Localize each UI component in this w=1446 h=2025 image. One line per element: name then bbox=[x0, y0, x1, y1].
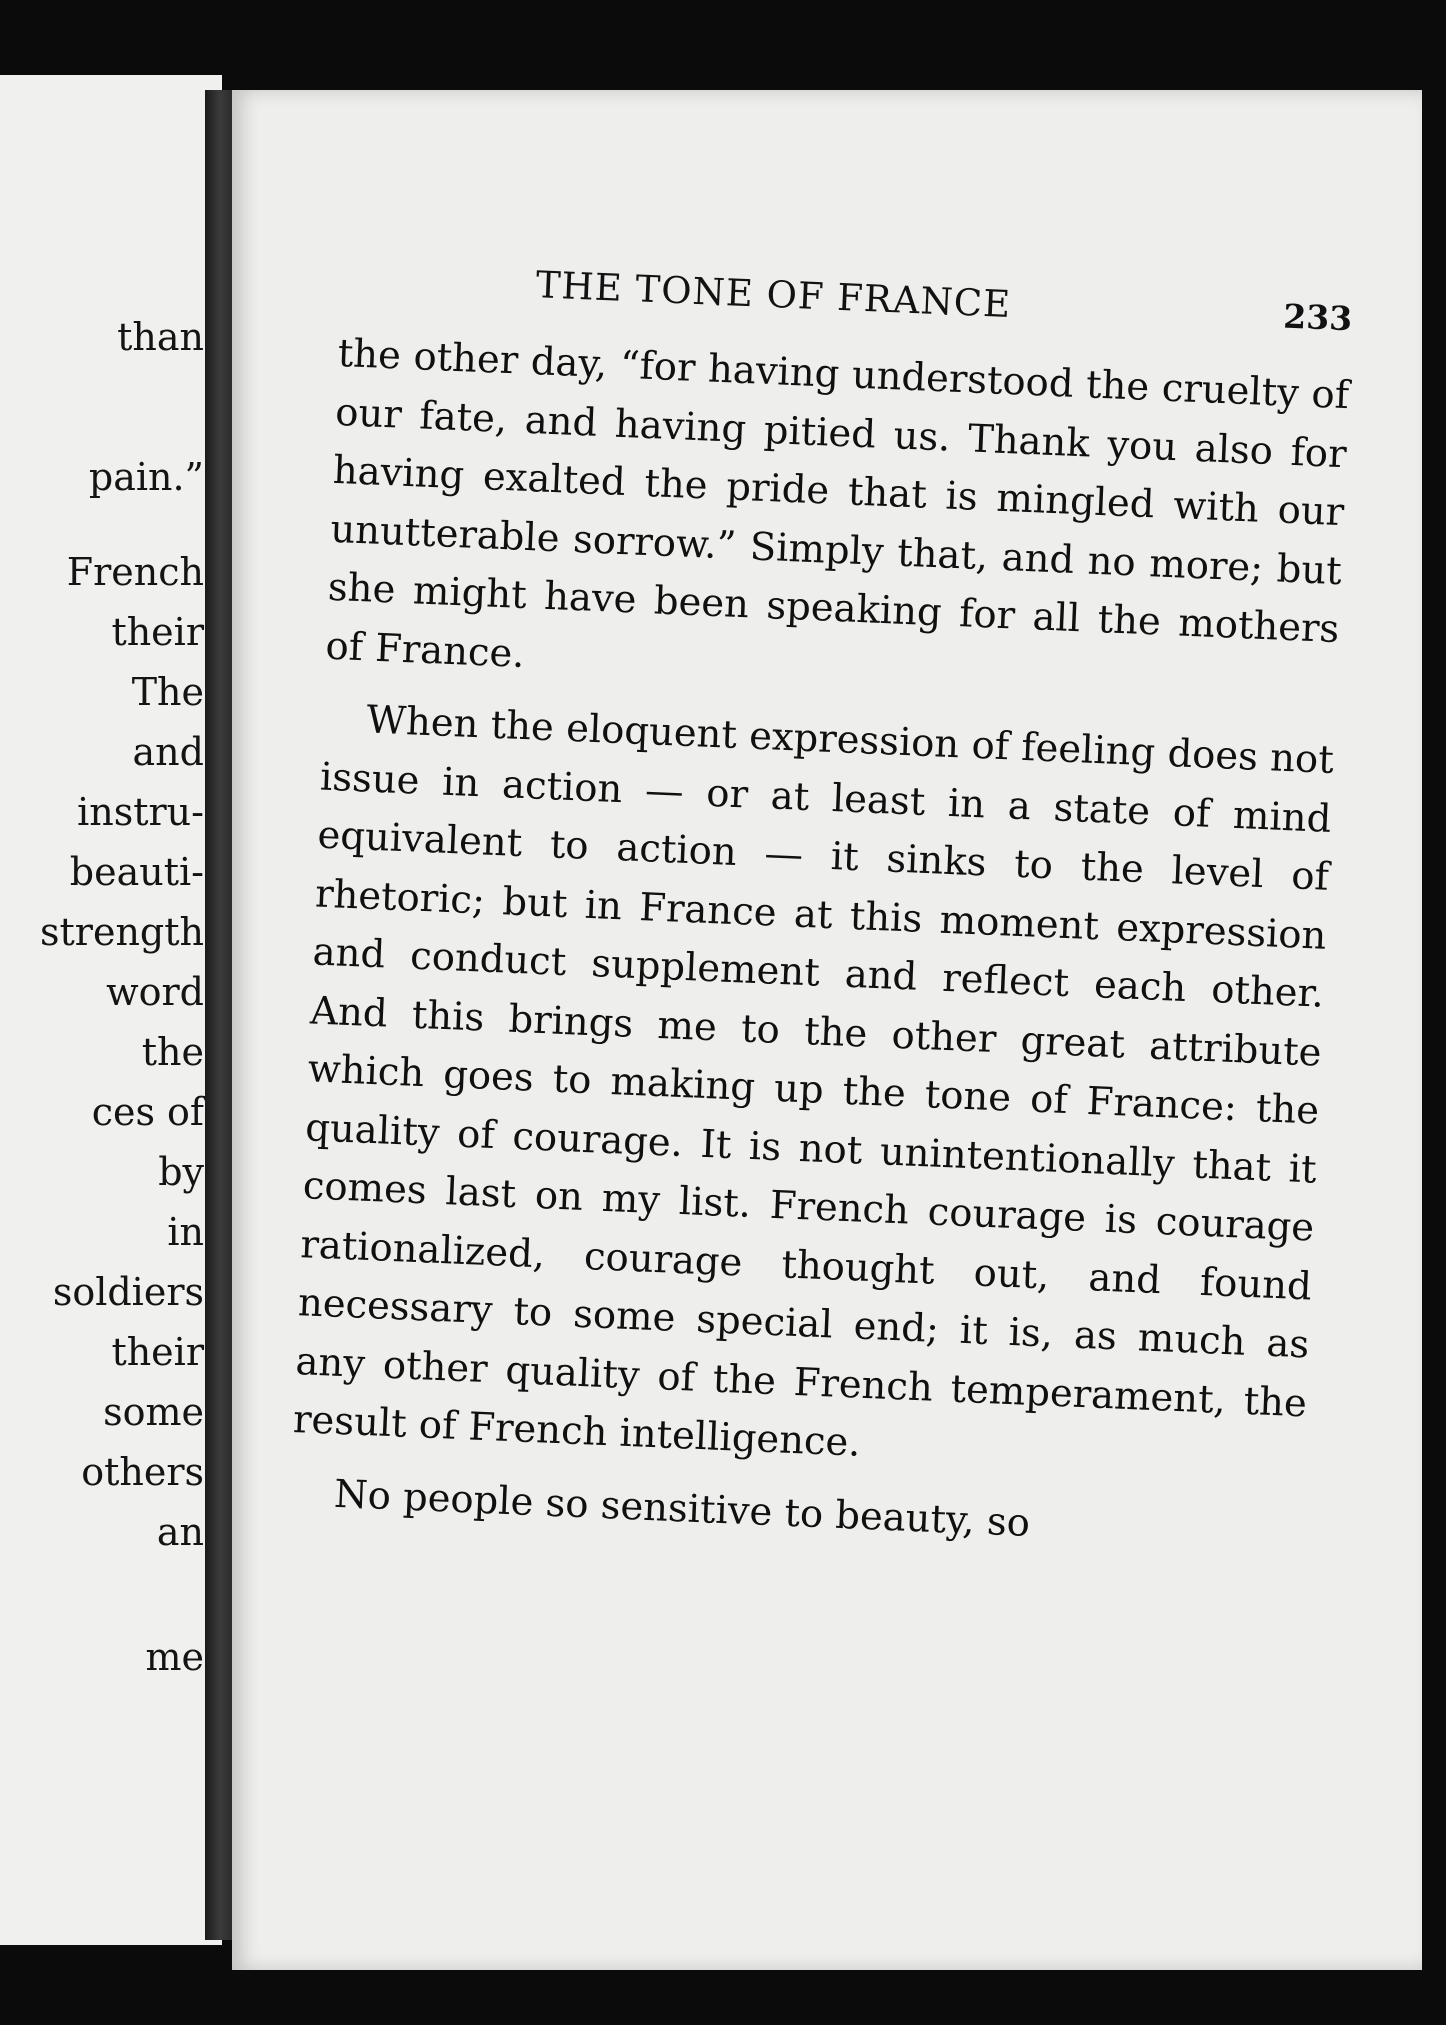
page-content bbox=[289, 255, 1353, 1564]
left-page-fragment: beauti- bbox=[69, 850, 204, 894]
left-page-fragment: soldiers bbox=[52, 1270, 204, 1314]
running-title: THE TONE OF FRANCE bbox=[535, 263, 1013, 327]
right-page bbox=[232, 90, 1422, 1970]
left-page-fragment: me bbox=[145, 1635, 204, 1679]
left-page-fragment: pain.” bbox=[88, 455, 204, 499]
left-page-fragment: instru- bbox=[77, 790, 204, 834]
left-page-fragment: French bbox=[66, 550, 204, 594]
left-page-fragment: some bbox=[103, 1390, 204, 1434]
left-page-fragment: ces of bbox=[91, 1090, 204, 1134]
left-page-fragment: than bbox=[117, 315, 204, 359]
paragraph: No people so sensitive to beauty, so bbox=[333, 1471, 1031, 1546]
left-page-fragment: others bbox=[81, 1450, 204, 1494]
left-page-fragment: The bbox=[131, 670, 204, 714]
left-page-fragment: in bbox=[167, 1210, 204, 1254]
left-page-fragment: strength bbox=[40, 910, 204, 954]
left-page-fragment: their bbox=[111, 610, 204, 654]
paragraph: the other day, “for having understood the cruelty of our fate, and having pitied us. Thank you also for having exalted the pride that is mingled with our unutterable sorrow.” Simply that, and no more; but she might have been speaking for all the mothers of France. bbox=[324, 330, 1350, 677]
left-page-fragment: by bbox=[158, 1150, 204, 1194]
left-page-fragment: and bbox=[132, 730, 204, 774]
left-page-fragment: their bbox=[111, 1330, 204, 1374]
page-number: 233 bbox=[1282, 296, 1354, 339]
paragraph: When the eloquent expression of feeling does not issue in action — or at least in a state of mind equivalent to action — it sinks to the level of rhetoric; but in France at this moment expression and conduct supplement and reflect each other. And this brings me to the other great attribute which goes to making up the tone of France: the quality of courage. It is not unintentionally that it comes last on my list. French courage is courage rationalized, courage thought out, and found necessary to some special end; it is, as much as any other quality of the French temperament, the result of French intelligence. bbox=[292, 697, 1335, 1466]
left-page-fragment: word bbox=[106, 970, 204, 1014]
left-page bbox=[0, 75, 222, 1945]
left-page-fragment: the bbox=[141, 1030, 204, 1074]
left-page-fragment: an bbox=[156, 1510, 204, 1554]
